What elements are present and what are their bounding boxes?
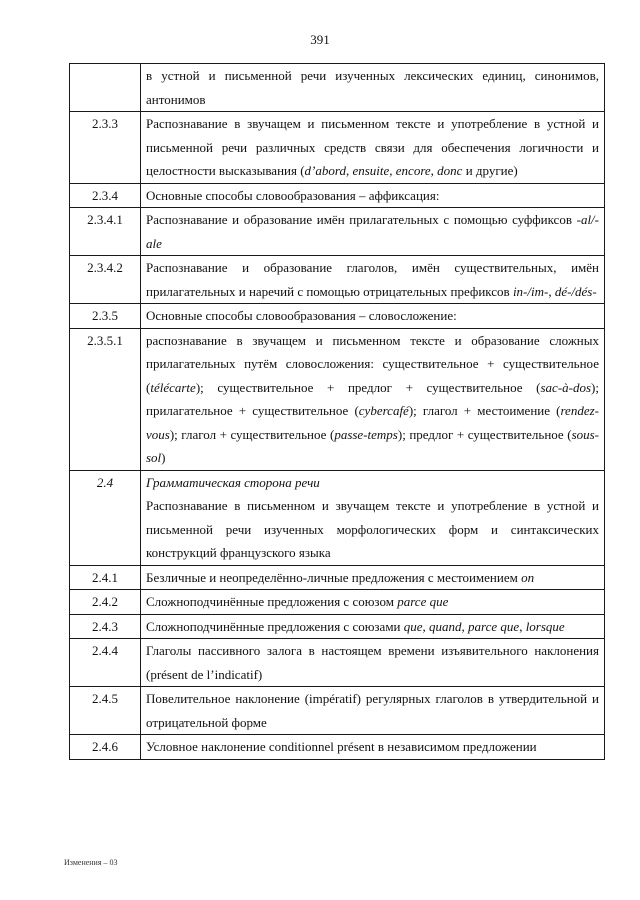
section-code: 2.4.5 (70, 687, 141, 735)
text-run: и другие) (462, 163, 518, 178)
curriculum-table (69, 63, 605, 760)
table-row (70, 183, 605, 208)
table-row (70, 208, 605, 256)
table-row (70, 590, 605, 615)
italic-text-run: quand (429, 618, 462, 634)
text-run: Условное наклонение conditionnel présent в независимом предложении (146, 739, 537, 754)
section-code: 2.4 (70, 470, 141, 565)
curriculum-table-body (70, 64, 605, 760)
text-run: ); предлог + существительное ( (397, 426, 572, 442)
description-paragraph (146, 64, 599, 111)
description-paragraph (146, 494, 599, 565)
text-run: , (461, 618, 469, 634)
italic-text-run: encore (395, 163, 431, 178)
italic-text-run: in-/im- (512, 283, 549, 299)
italic-text-run: on (521, 569, 535, 585)
text-run: распознавание в звучащем и письменном тексте и образование сложных прилагательных путём словосложения: существительное + существительное ( (146, 332, 599, 395)
italic-text-run: lorsque (525, 618, 565, 634)
text-run: , (389, 163, 396, 178)
text-run: Распознавание и образование глаголов, имён существительных, имён прилагательных и наречий с помощью отрицательных префиксов (146, 260, 599, 299)
italic-text-run: télécarte (150, 379, 196, 395)
table-row (70, 328, 605, 470)
text-run: ); глагол + местоимение ( (408, 403, 561, 418)
section-code: 2.4.6 (70, 735, 141, 760)
text-run: Распознавание в звучащем и письменном тексте и употребление в устной и письменной речи различных средств связи для обеспечения логичности и целостности высказывания ( (146, 116, 599, 178)
table-row (70, 614, 605, 639)
table-row (70, 565, 605, 590)
section-code: 2.3.5.1 (70, 328, 141, 470)
description-paragraph (146, 184, 599, 208)
text-run: ); прилагательное + существительное ( (146, 379, 599, 418)
section-description (141, 328, 605, 470)
text-run: Распознавание в письменном и звучащем тексте и употребление в устной и письменной речи изученных морфологических форм и синтаксических конструкций французского языка (146, 498, 599, 560)
section-description (141, 735, 605, 760)
section-description (141, 687, 605, 735)
italic-text-run: sous-sol (146, 426, 600, 465)
section-code (70, 64, 141, 112)
section-description (141, 112, 605, 184)
section-description (141, 64, 605, 112)
table-row (70, 256, 605, 304)
description-paragraph (146, 112, 599, 183)
section-description (141, 590, 605, 615)
table-row (70, 112, 605, 184)
text-run: ); существительное + предлог + существительное ( (195, 379, 541, 395)
italic-text-run: parce que (468, 618, 520, 634)
text-run: ); глагол + существительное ( (169, 426, 335, 442)
text-run: Основные способы словообразования – аффиксация: (146, 187, 440, 203)
section-code: 2.4.2 (70, 590, 141, 615)
section-code: 2.3.4.1 (70, 208, 141, 256)
description-paragraph (146, 471, 599, 495)
text-run: , (548, 283, 555, 299)
italic-text-run: donc (437, 163, 463, 178)
footer-note: Изменения – 03 (64, 858, 118, 867)
text-run: Безличные и неопределённо-личные предложения с местоимением (146, 569, 522, 585)
section-code: 2.4.1 (70, 565, 141, 590)
italic-text-run: rendez-vous (146, 403, 599, 442)
text-run: Сложноподчинённые предложения с союзами (146, 618, 404, 634)
text-run: Сложноподчинённые предложения с союзом (146, 594, 398, 609)
italic-text-run: que (403, 618, 423, 634)
italic-text-run: sac-à-dos (540, 379, 592, 395)
section-code: 2.3.3 (70, 112, 141, 184)
table-row (70, 304, 605, 329)
section-code: 2.4.3 (70, 614, 141, 639)
section-code: 2.3.4 (70, 183, 141, 208)
text-run: ) (161, 450, 166, 465)
italic-text-run: dé-/dés- (554, 283, 597, 299)
table-row (70, 470, 605, 565)
section-description (141, 208, 605, 256)
section-code: 2.4.4 (70, 639, 141, 687)
italic-text-run: passe-temps (334, 426, 398, 442)
section-description (141, 183, 605, 208)
text-run: , (430, 163, 438, 178)
description-paragraph (146, 639, 599, 686)
description-paragraph (146, 329, 599, 470)
section-code: 2.3.4.2 (70, 256, 141, 304)
text-run: Основные способы словообразования – словосложение: (146, 308, 457, 323)
text-run: Повелительное наклонение (impératif) регулярных глаголов в утвердительной и отрицательной форме (146, 691, 599, 730)
description-paragraph (146, 687, 599, 734)
text-run: в устной и письменной речи изученных лексических единиц, синонимов, антонимов (146, 68, 599, 107)
table-row (70, 735, 605, 760)
section-description (141, 639, 605, 687)
text-run: Глаголы пассивного залога в настоящем времени изъявительного наклонения (présent de l’indicatif) (146, 643, 599, 682)
italic-text-run: parce que (397, 594, 449, 609)
table-row (70, 687, 605, 735)
italic-text-run: cybercafé (358, 403, 409, 418)
section-description (141, 470, 605, 565)
page-number: 391 (310, 32, 330, 47)
description-paragraph (146, 615, 599, 639)
text-run: , (345, 163, 353, 178)
description-paragraph (146, 208, 599, 255)
section-description (141, 304, 605, 329)
table-row (70, 639, 605, 687)
italic-text-run: Грамматическая сторона речи (146, 474, 320, 490)
description-paragraph (146, 256, 599, 303)
italic-text-run: -al/-ale (146, 212, 599, 251)
description-paragraph (146, 566, 599, 590)
text-run: , (519, 618, 526, 634)
section-description (141, 565, 605, 590)
section-description (141, 614, 605, 639)
section-description (141, 256, 605, 304)
italic-text-run: ensuite (352, 163, 390, 178)
table-row (70, 64, 605, 112)
text-run: Распознавание и образование имён прилагательных с помощью суффиксов (146, 212, 577, 227)
description-paragraph (146, 590, 599, 614)
text-run: , (422, 618, 430, 634)
description-paragraph (146, 735, 599, 759)
italic-text-run: d’abord (304, 163, 346, 178)
description-paragraph (146, 304, 599, 328)
section-code: 2.3.5 (70, 304, 141, 329)
